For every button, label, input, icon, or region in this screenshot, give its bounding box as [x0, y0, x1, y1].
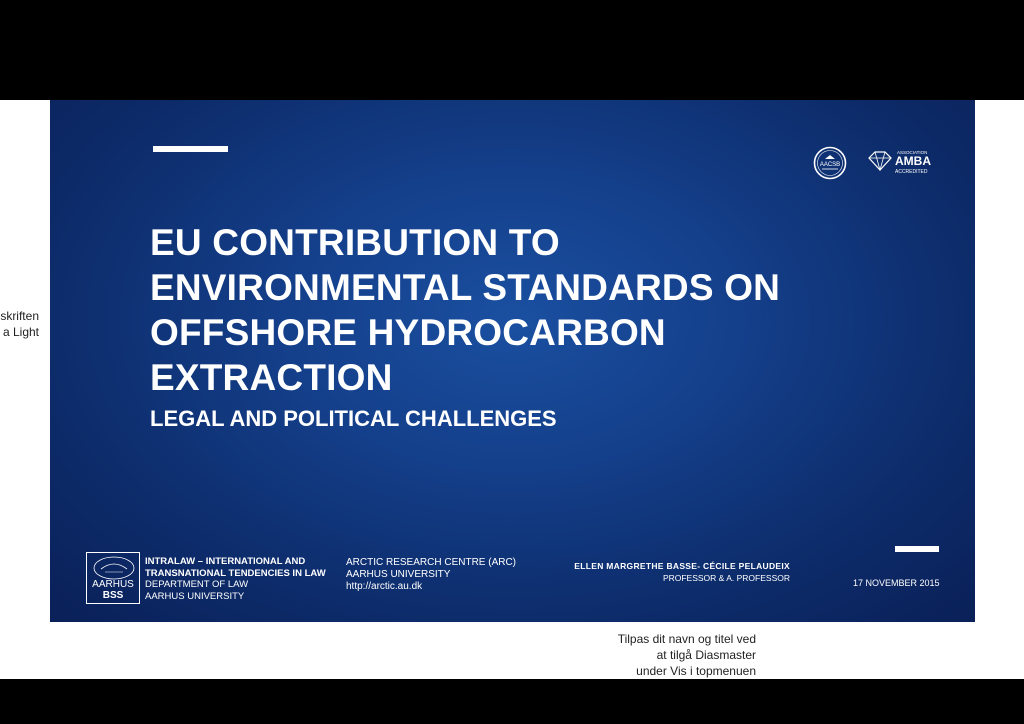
bss-logo-line: AARHUS — [92, 579, 134, 590]
bss-logo-text — [87, 579, 139, 601]
arc-line: AARHUS UNIVERSITY — [346, 569, 451, 580]
arc-block — [346, 557, 516, 593]
title-slide[interactable] — [50, 100, 975, 622]
bottom-note — [618, 631, 756, 679]
arc-line: ARCTIC RESEARCH CENTRE (ARC) — [346, 557, 517, 568]
aarhus-bss-logo — [86, 552, 140, 604]
amba-main-text: AMBA — [895, 154, 931, 168]
title-line: EXTRACTION — [150, 357, 393, 398]
authors-block — [574, 560, 790, 584]
department-line: AARHUS UNIVERSITY — [145, 590, 245, 602]
amba-bottom-text: ACCREDITED — [895, 169, 928, 175]
slide-subtitle[interactable]: LEGAL AND POLITICAL CHALLENGES — [150, 406, 557, 431]
title-line: EU CONTRIBUTION TO — [150, 222, 560, 263]
accent-bar-top — [153, 146, 228, 152]
bottom-note-line: at tilgå Diasmaster — [656, 648, 756, 662]
side-note — [0, 308, 39, 340]
bottom-note-line: Tilpas dit navn og titel ved — [617, 632, 756, 646]
department-line: INTRALAW – INTERNATIONAL AND — [145, 556, 306, 567]
amba-logo — [865, 148, 940, 176]
side-note-line: skriften — [0, 309, 39, 323]
presentation-date: 17 NOVEMBER 2015 — [853, 578, 940, 588]
author-role: PROFESSOR & A. PROFESSOR — [662, 573, 790, 583]
slide-title[interactable] — [150, 220, 910, 400]
aacsb-text: AACSB — [819, 162, 841, 168]
department-block — [145, 556, 326, 602]
title-line: OFFSHORE HYDROCARBON — [150, 312, 666, 353]
aacsb-logo — [813, 146, 847, 180]
bottom-note-line: under Vis i topmenuen — [636, 664, 756, 678]
side-note-line: a Light — [2, 325, 39, 339]
arc-url[interactable]: http://arctic.au.dk — [346, 581, 423, 592]
author-names: ELLEN MARGRETHE BASSE- CÉCILE PELAUDEIX — [574, 561, 790, 571]
department-line: TRANSNATIONAL TENDENCIES IN LAW — [145, 567, 326, 579]
bss-logo-line: BSS — [102, 590, 124, 601]
accent-bar-bottom — [895, 546, 939, 552]
amba-top-text: ASSOCIATION — [897, 150, 928, 155]
department-line: DEPARTMENT OF LAW — [145, 579, 249, 590]
university-seal-icon — [87, 555, 141, 581]
title-line: ENVIRONMENTAL STANDARDS ON — [150, 267, 781, 308]
slide-canvas — [0, 100, 1024, 679]
